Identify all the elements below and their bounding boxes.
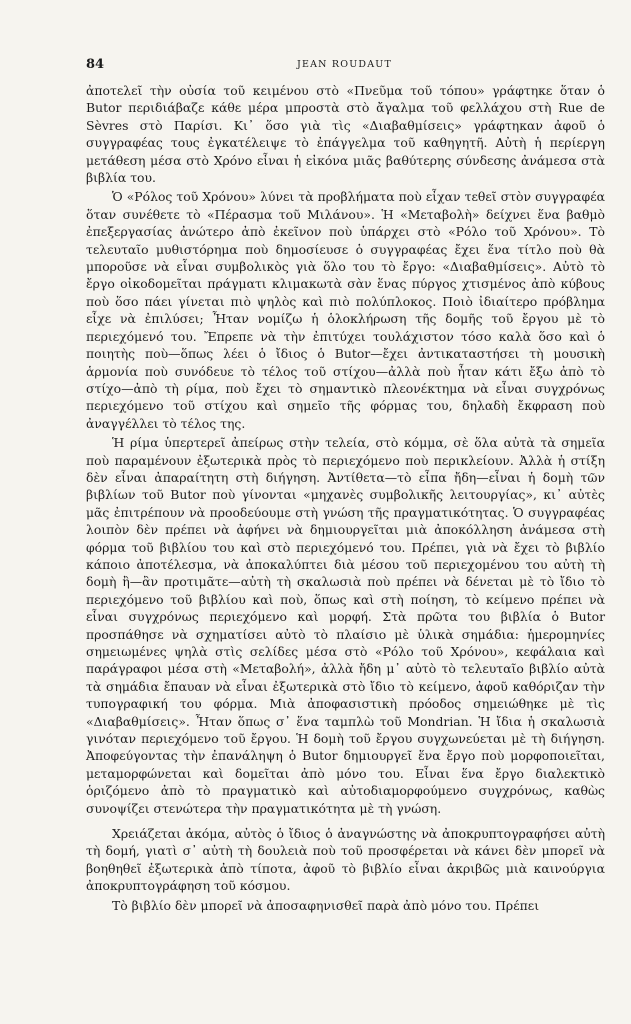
paragraph: Χρειάζεται ἀκόμα, αὐτὸς ὁ ἴδιος ὁ ἀναγνώστης νὰ ἀποκρυπτογραφήσει αὐτὴ τὴ δομή, γιατὶ σ᾿ αὐτὴ τὴ δουλειὰ ποὺ τοῦ προσφέρεται νὰ κάνει δὲν μπορεῖ νὰ βοηθηθεῖ ἐξωτερικὰ ἀπὸ τίποτα, ἀφοῦ τὸ βιβλίο εἶναι ἀκριβῶς μιὰ καινούργια ἀποκρυπτογράφηση τοῦ κόσμου. bbox=[86, 826, 605, 894]
body-text bbox=[86, 82, 605, 916]
paragraph: Ἡ ρίμα ὑπερτερεῖ ἀπείρως στὴν τελεία, στὸ κόμμα, σὲ ὅλα αὐτὰ τὰ σημεῖα ποὺ παραμένουν ἐξωτερικὰ πρὸς τὸ περιεχόμενο ποὺ περικλείουν. Ἀλλὰ ἡ στίξη δὲν εἶναι ἀπαραίτητη στὴ διήγηση. Ἀντίθετα—τὸ εἶπα ἤδη—εἶναι ἡ δομὴ τῶν βιβλίων τοῦ Butor ποὺ γίνονται «μηχανὲς συμβολικῆς λειτουργίας», κι᾿ αὐτὲς μᾶς ἐπιτρέπουν νὰ προοδεύουμε στὴ γνώση τῆς πραγματικότητας. Ὁ συγγραφέας λοιπὸν δὲν πρέπει νὰ ἀφήνει νὰ δημιουργεῖται μιὰ ἀποκόλληση ἀνάμεσα στὴ φόρμα τοῦ βιβλίου του καὶ στὸ περιεχόμενό του. Πρέπει, γιὰ νὰ ἔχει τὸ βιβλίο κάποιο ἀποτέλεσμα, νὰ ἀποκαλύπτει διὰ μέσου τοῦ περιεχομένου του αὐτὴ τὴ δομὴ ἢ—ἂν προτιμᾶτε—αὐτὴ τὴ σκαλωσιὰ ποὺ πρέπει νὰ δένεται μὲ τὸ ἴδιο τὸ περιεχόμενο τοῦ βιβλίου καὶ ποὺ, ὅπως καὶ στὴ ποίηση, τὸ κείμενο πρέπει νὰ εἶναι συγχρόνως περιεχόμενο καὶ μορφή. Στὰ πρῶτα του βιβλία ὁ Butor προσπάθησε νὰ σχηματίσει αὐτὸ τὸ πλαίσιο μὲ ὑλικὰ σημάδια: ἡμερομηνίες σημειωμένες ψηλὰ στὶς σελίδες μέσα στὸ «Ρόλο τοῦ Χρόνου», κεφάλαια καὶ παράγραφοι μέσα στὴ «Μεταβολή», ἀλλὰ ἤδη μ᾿ αὐτὸ τὸ τελευταῖο βιβλίο αὐτὰ τὰ σημάδια ἔπαυαν νὰ εἶναι ἐξωτερικὰ στὸ ἴδιο τὸ κείμενο, ἀφοῦ καθόριζαν τὴν τυπογραφική του φόρμα. Μιὰ ἀποφασιστικὴ πρόοδος σημειώθηκε μὲ τὶς «Διαβαθμίσεις». Ἦταν ὅπως σ᾿ ἕνα ταμπλὼ τοῦ Mondrian. Ἡ ἴδια ἡ σκαλωσιὰ γινόταν περιεχόμενο τοῦ ἔργου. Ἡ δομὴ τοῦ ἔργου συγχωνεύεται μὲ τὴ διήγηση. Ἀποφεύγοντας τὴν ἐπανάληψη ὁ Butor δημιουργεῖ ἕνα ἔργο ποὺ μορφοποιεῖται, μεταμορφώνεται καὶ δομεῖται ἀπὸ μόνο του. Εἶναι ἕνα ἔργο διαλεκτικὸ ὁριζόμενο ἀπὸ τὸ πραγματικὸ καὶ αὐτοδιαμορφούμενο συγχρόνως, καθὼς συνοψίζει στενώτερα τὴν πραγματικότητα μὲ τὴ γνώση. bbox=[86, 435, 605, 816]
page-number: 84 bbox=[86, 57, 105, 72]
running-head: JEAN ROUDAUT bbox=[296, 59, 393, 70]
paragraph: ἀποτελεῖ τὴν οὐσία τοῦ κειμένου στὸ «Πνεῦμα τοῦ τόπου» γράφτηκε ὅταν ὁ Butor περιδιάβαζε κάθε μέρα μπροστὰ στὸ ἄγαλμα τοῦ φελλάχου στὴ Rue de Sèvres στὸ Παρίσι. Κι᾿ ὅσο γιὰ τὶς «Διαβαθμίσεις» γράφτηκαν ἀφοῦ ὁ συγγραφέας τους ἐγκατέλειψε τὸ ἐπάγγελμα τοῦ καθηγητῆ. Αὐτὴ ἡ περίεργη μετάθεση μέσα στὸ Χρόνο εἶναι ἡ εἰκόνα μιᾶς βαθύτερης σύνδεσης ἀνάμεσα στὰ βιβλία του. bbox=[86, 83, 605, 186]
page-header bbox=[86, 57, 603, 73]
paragraph: Ὁ «Ρόλος τοῦ Χρόνου» λύνει τὰ προβλήματα ποὺ εἶχαν τεθεῖ στὸν συγγραφέα ὅταν συνέθετε τὸ «Πέρασμα τοῦ Μιλάνου». Ἡ «Μεταβολὴ» δείχνει ἕνα βαθμὸ ἐπεξεργασίας ἀνώτερο ἀπὸ ἐκεῖνον ποὺ ὑπάρχει στὸ «Ρόλο τοῦ Χρόνου». Τὸ τελευταῖο μυθιστόρημα ποὺ δημοσίευσε ὁ συγγραφέας ἔχει ἕνα τίτλο ποὺ θὰ μποροῦσε νὰ εἶναι συμβολικὸς γιὰ ὅλο του τὸ ἔργο: «Διαβαθμίσεις». Αὐτὸ τὸ ἔργο οἰκοδομεῖται πράγματι κλιμακωτὰ σὰν ἕνας πύργος χτισμένος ἀπὸ κύβους ποὺ ὅσο πάει γίνεται πιὸ ψηλὸς καὶ πιὸ πολύπλοκος. Ποιὸ ἰδιαίτερο πρόβλημα εἶχε νὰ ἐπιλύσει; Ἦταν νομίζω ἡ ὁλοκλήρωση τῆς δομῆς τοῦ ἔργου μὲ τὸ περιεχόμενό του. Ἔπρεπε νὰ τὴν ἐπιτύχει τουλάχιστον τόσο καλὰ ὅσο καὶ ὁ ποιητὴς ποὺ—ὅπως λέει ὁ ἴδιος ὁ Butor—ἔχει ἀντικαταστήσει τὴ μουσικὴ ἁρμονία ποὺ συνόδευε τὸ τέλος τοῦ στίχου—ἀλλὰ ποὺ ἦταν κάτι ἔξω ἀπὸ τὸ στίχο—ἀπὸ τὴ ρίμα, ποὺ ἔχει τὸ σημαντικὸ πλεονέκτημα νὰ εἶναι συγχρόνως περιεχόμενο τοῦ στίχου καὶ σημεῖο τῆς φόρμας του, δηλαδὴ ἔκφραση ποὺ ἀναγγέλλει τὸ τέλος της. bbox=[86, 189, 605, 431]
paragraph: Τὸ βιβλίο δὲν μπορεῖ νὰ ἀποσαφηνισθεῖ παρὰ ἀπὸ μόνο του. Πρέπει bbox=[112, 897, 540, 913]
